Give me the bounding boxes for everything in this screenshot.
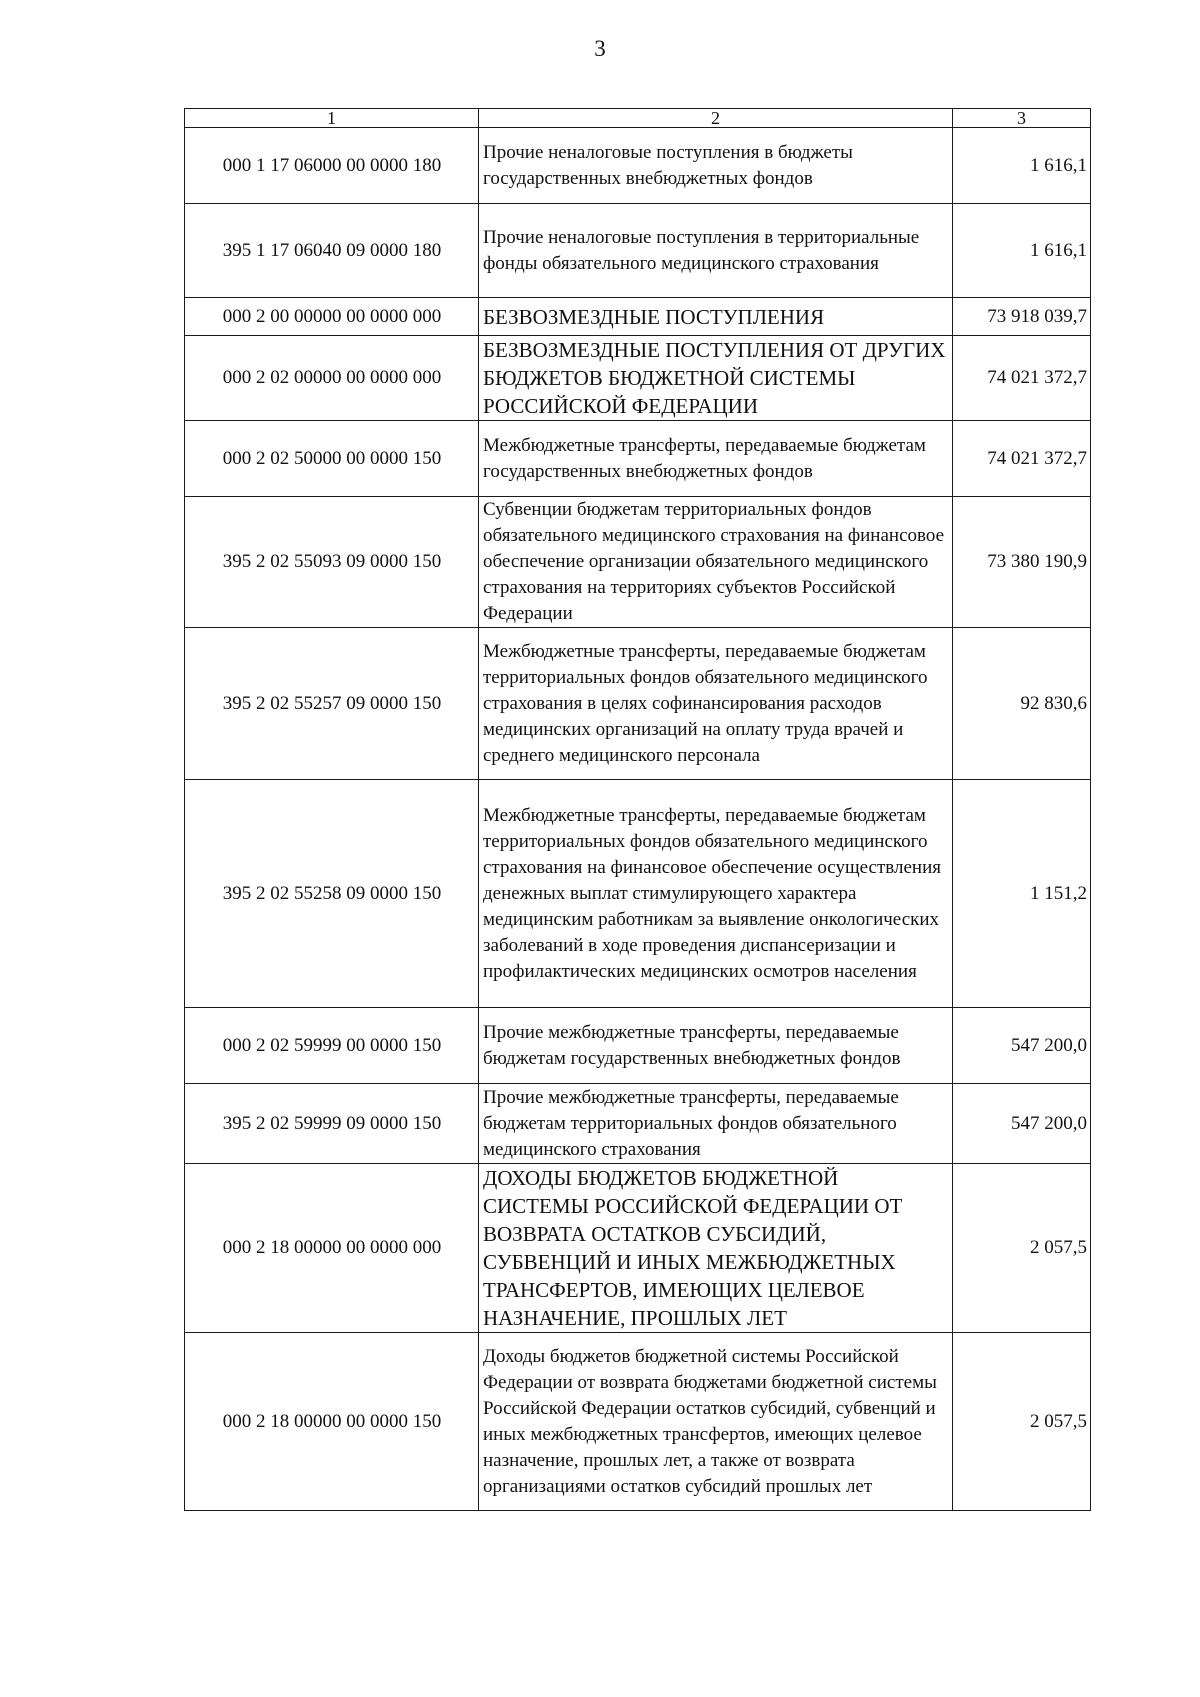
amount: 92 830,6: [953, 628, 1091, 780]
amount: 547 200,0: [953, 1084, 1091, 1164]
revenue-name: Субвенции бюджетам территориальных фондов обязательного медицинского страхования на финансовое обеспечение организации обязательного медицинского страхования на территориях субъектов Российской Федерации: [479, 497, 953, 628]
revenue-name: Межбюджетные трансферты, передаваемые бюджетам государственных внебюджетных фондов: [479, 421, 953, 497]
budget-code: 395 2 02 59999 09 0000 150: [185, 1084, 479, 1164]
budget-code: 000 2 02 00000 00 0000 000: [185, 336, 479, 421]
amount: 73 380 190,9: [953, 497, 1091, 628]
budget-code: 000 2 02 50000 00 0000 150: [185, 421, 479, 497]
amount: 1 616,1: [953, 128, 1091, 204]
amount: 74 021 372,7: [953, 336, 1091, 421]
budget-code: 395 1 17 06040 09 0000 180: [185, 204, 479, 298]
table-row: [185, 1164, 1091, 1333]
amount: 2 057,5: [953, 1333, 1091, 1511]
amount: 1 616,1: [953, 204, 1091, 298]
table-row: [185, 497, 1091, 628]
page-number: 3: [594, 36, 606, 61]
budget-code: 000 2 18 00000 00 0000 000: [185, 1164, 479, 1333]
revenue-name: Прочие неналоговые поступления в территориальные фонды обязательного медицинского страхования: [479, 204, 953, 298]
revenue-name: Межбюджетные трансферты, передаваемые бюджетам территориальных фондов обязательного медицинского страхования на финансовое обеспечение осуществления денежных выплат стимулирующего характера медицинским работникам за выявление онкологических заболеваний в ходе проведения диспансеризации и профилактических медицинских осмотров населения: [479, 780, 953, 1008]
revenue-name: Межбюджетные трансферты, передаваемые бюджетам территориальных фондов обязательного медицинского страхования в целях софинансирования расходов медицинских организаций на оплату труда врачей и среднего медицинского персонала: [479, 628, 953, 780]
table-row: [185, 780, 1091, 1008]
budget-code: 395 2 02 55093 09 0000 150: [185, 497, 479, 628]
table-row: [185, 421, 1091, 497]
amount: 2 057,5: [953, 1164, 1091, 1333]
revenue-name: БЕЗВОЗМЕЗДНЫЕ ПОСТУПЛЕНИЯ ОТ ДРУГИХ БЮДЖЕТОВ БЮДЖЕТНОЙ СИСТЕМЫ РОССИЙСКОЙ ФЕДЕРАЦИИ: [479, 336, 953, 421]
column-header-name: 2: [479, 109, 953, 128]
amount: 74 021 372,7: [953, 421, 1091, 497]
table-row: [185, 128, 1091, 204]
table-header-row: [185, 109, 1091, 128]
budget-code: 000 1 17 06000 00 0000 180: [185, 128, 479, 204]
table-row: [185, 628, 1091, 780]
table-row: [185, 1333, 1091, 1511]
budget-code: 000 2 02 59999 00 0000 150: [185, 1008, 479, 1084]
revenue-name: Прочие межбюджетные трансферты, передаваемые бюджетам государственных внебюджетных фондов: [479, 1008, 953, 1084]
amount: 1 151,2: [953, 780, 1091, 1008]
table-row: [185, 1008, 1091, 1084]
revenue-name: Прочие неналоговые поступления в бюджеты государственных внебюджетных фондов: [479, 128, 953, 204]
revenue-name: ДОХОДЫ БЮДЖЕТОВ БЮДЖЕТНОЙ СИСТЕМЫ РОССИЙСКОЙ ФЕДЕРАЦИИ ОТ ВОЗВРАТА ОСТАТКОВ СУБСИДИЙ, СУБВЕНЦИЙ И ИНЫХ МЕЖБЮДЖЕТНЫХ ТРАНСФЕРТОВ, ИМЕЮЩИХ ЦЕЛЕВОЕ НАЗНАЧЕНИЕ, ПРОШЛЫХ ЛЕТ: [479, 1164, 953, 1333]
revenue-table: [184, 108, 1091, 1511]
table-row: [185, 336, 1091, 421]
table-row: [185, 204, 1091, 298]
column-header-code: 1: [185, 109, 479, 128]
amount: 547 200,0: [953, 1008, 1091, 1084]
budget-code: 395 2 02 55258 09 0000 150: [185, 780, 479, 1008]
column-header-amount: 3: [953, 109, 1091, 128]
revenue-name: БЕЗВОЗМЕЗДНЫЕ ПОСТУПЛЕНИЯ: [479, 298, 953, 336]
amount: 73 918 039,7: [953, 298, 1091, 336]
table-row: [185, 1084, 1091, 1164]
budget-code: 000 2 18 00000 00 0000 150: [185, 1333, 479, 1511]
budget-code: 395 2 02 55257 09 0000 150: [185, 628, 479, 780]
revenue-name: Доходы бюджетов бюджетной системы Российской Федерации от возврата бюджетами бюджетной системы Российской Федерации остатков субсидий, субвенций и иных межбюджетных трансфертов, имеющих целевое назначение, прошлых лет, а также от возврата организациями остатков субсидий прошлых лет: [479, 1333, 953, 1511]
budget-code: 000 2 00 00000 00 0000 000: [185, 298, 479, 336]
table-row: [185, 298, 1091, 336]
revenue-name: Прочие межбюджетные трансферты, передаваемые бюджетам территориальных фондов обязательного медицинского страхования: [479, 1084, 953, 1164]
